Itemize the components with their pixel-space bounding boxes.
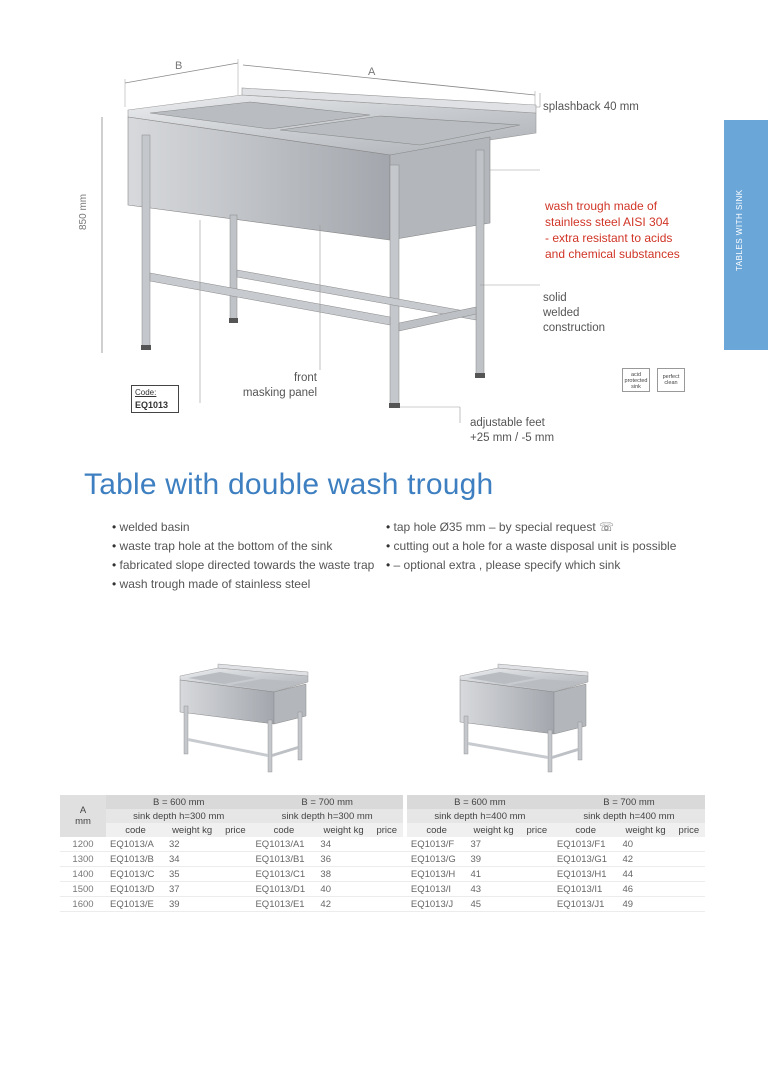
cell-weight: 38 xyxy=(316,867,370,882)
badge-text: clean xyxy=(664,380,678,386)
dimension-a: A xyxy=(368,66,376,78)
product-image-h400 xyxy=(458,662,590,774)
callout-welded-line: solid xyxy=(543,292,567,304)
cell-code: EQ1013/F xyxy=(407,837,467,852)
cell-code: EQ1013/D1 xyxy=(251,882,316,897)
cell-price xyxy=(521,897,553,912)
cell-weight: 44 xyxy=(618,867,672,882)
badge-text: perfect xyxy=(662,374,680,380)
cell-price xyxy=(219,867,251,882)
product-drawing xyxy=(80,55,560,425)
spec-table xyxy=(60,795,705,912)
group-depth-header: sink depth h=300 mm xyxy=(106,809,251,823)
feature-list-left xyxy=(112,518,374,594)
callout-trough-line: and chemical substances xyxy=(545,247,680,261)
badge-text: sink xyxy=(631,384,641,390)
callout-trough-line: wash trough made of xyxy=(545,199,658,213)
dimension-b: B xyxy=(175,60,183,72)
feature-item: • – optional extra , please specify which sink xyxy=(386,556,676,575)
group-b-header: B = 700 mm xyxy=(553,795,705,809)
cell-weight: 39 xyxy=(165,897,219,912)
page-title: Table with double wash trough xyxy=(84,468,494,501)
badge-text: acid xyxy=(630,372,642,378)
table-row xyxy=(60,867,705,882)
col-weight: weight kg xyxy=(165,823,219,837)
row-a-value: 1500 xyxy=(60,882,106,897)
feature-item: • wash trough made of stainless steel xyxy=(112,575,374,594)
callout-front-panel xyxy=(241,371,317,401)
row-a-value: 1400 xyxy=(60,867,106,882)
table-row xyxy=(60,837,705,852)
cell-code: EQ1013/C xyxy=(106,867,165,882)
a-header xyxy=(60,795,106,837)
cell-code: EQ1013/H xyxy=(407,867,467,882)
col-weight: weight kg xyxy=(316,823,370,837)
cell-weight: 32 xyxy=(165,837,219,852)
product-code-box xyxy=(131,385,179,413)
cell-weight: 40 xyxy=(618,837,672,852)
cell-price xyxy=(521,852,553,867)
row-a-value: 1600 xyxy=(60,897,106,912)
callout-trough xyxy=(545,198,680,262)
group-depth-header: sink depth h=300 mm xyxy=(251,809,402,823)
cell-price xyxy=(673,882,705,897)
cell-price xyxy=(219,882,251,897)
cell-price xyxy=(673,852,705,867)
cell-weight: 49 xyxy=(618,897,672,912)
col-weight: weight kg xyxy=(618,823,672,837)
a-header-unit: mm xyxy=(75,816,91,827)
feature-item: • tap hole Ø35 mm – by special request ☏ xyxy=(386,518,676,537)
cell-code: EQ1013/G xyxy=(407,852,467,867)
cell-code: EQ1013/F1 xyxy=(553,837,619,852)
row-a-value: 1300 xyxy=(60,852,106,867)
table-row xyxy=(60,882,705,897)
cell-weight: 41 xyxy=(466,867,520,882)
callout-feet-line: adjustable feet xyxy=(470,417,545,429)
cell-code: EQ1013/H1 xyxy=(553,867,619,882)
cell-price xyxy=(521,867,553,882)
cell-weight: 42 xyxy=(316,897,370,912)
feature-item: • waste trap hole at the bottom of the sink xyxy=(112,537,374,556)
cell-weight: 42 xyxy=(618,852,672,867)
col-code: code xyxy=(553,823,619,837)
cell-price xyxy=(371,897,403,912)
cell-price xyxy=(371,867,403,882)
group-b-header: B = 700 mm xyxy=(251,795,402,809)
cell-code: EQ1013/B1 xyxy=(251,852,316,867)
acid-protected-badge-icon xyxy=(622,368,650,392)
cell-price xyxy=(673,867,705,882)
callout-trough-line: - extra resistant to acids xyxy=(545,231,673,245)
cell-price xyxy=(521,882,553,897)
cell-price xyxy=(219,897,251,912)
cell-code: EQ1013/B xyxy=(106,852,165,867)
cell-code: EQ1013/E1 xyxy=(251,897,316,912)
cell-price xyxy=(219,852,251,867)
table-row xyxy=(60,897,705,912)
callout-trough-line: stainless steel AISI 304 xyxy=(545,215,670,229)
group-depth-header: sink depth h=400 mm xyxy=(407,809,553,823)
callout-welded-line: construction xyxy=(543,322,606,334)
cell-price xyxy=(521,837,553,852)
col-price: price xyxy=(673,823,705,837)
cell-code: EQ1013/D xyxy=(106,882,165,897)
callout-feet xyxy=(470,416,554,446)
group-depth-header: sink depth h=400 mm xyxy=(553,809,705,823)
row-a-value: 1200 xyxy=(60,837,106,852)
feature-list-right xyxy=(386,518,676,575)
feature-item: • welded basin xyxy=(112,518,374,537)
cell-code: EQ1013/I1 xyxy=(553,882,619,897)
cell-weight: 46 xyxy=(618,882,672,897)
cell-price xyxy=(673,837,705,852)
callout-front-line: masking panel xyxy=(242,387,317,399)
cell-weight: 37 xyxy=(466,837,520,852)
cell-code: EQ1013/E xyxy=(106,897,165,912)
side-tab-label: TABLES WITH SINK xyxy=(735,189,744,271)
col-price: price xyxy=(219,823,251,837)
col-code: code xyxy=(251,823,316,837)
col-code: code xyxy=(407,823,467,837)
badge-text: protected xyxy=(624,378,648,384)
callout-front-line: front xyxy=(293,372,317,384)
cell-code: EQ1013/C1 xyxy=(251,867,316,882)
callout-splashback: splashback 40 mm xyxy=(543,101,639,113)
cell-code: EQ1013/A xyxy=(106,837,165,852)
feature-item: • cutting out a hole for a waste disposal unit is possible xyxy=(386,537,676,556)
cell-weight: 36 xyxy=(316,852,370,867)
cell-weight: 34 xyxy=(316,837,370,852)
cell-code: EQ1013/A1 xyxy=(251,837,316,852)
col-code: code xyxy=(106,823,165,837)
cell-price xyxy=(371,882,403,897)
cell-weight: 37 xyxy=(165,882,219,897)
group-b-header: B = 600 mm xyxy=(106,795,251,809)
cell-price xyxy=(219,837,251,852)
dimension-height: 850 mm xyxy=(78,193,89,230)
cell-price xyxy=(371,837,403,852)
side-tab-point xyxy=(724,340,768,356)
cell-weight: 43 xyxy=(466,882,520,897)
cell-weight: 39 xyxy=(466,852,520,867)
callout-feet-line: +25 mm / -5 mm xyxy=(470,432,555,444)
code-value: EQ1013 xyxy=(135,400,169,410)
cell-price xyxy=(371,852,403,867)
cell-weight: 45 xyxy=(466,897,520,912)
code-label: Code: xyxy=(135,388,157,397)
cell-price xyxy=(673,897,705,912)
feature-item: • fabricated slope directed towards the waste trap xyxy=(112,556,374,575)
cell-code: EQ1013/J xyxy=(407,897,467,912)
table-row xyxy=(60,852,705,867)
group-b-header: B = 600 mm xyxy=(407,795,553,809)
cell-code: EQ1013/J1 xyxy=(553,897,619,912)
cell-code: EQ1013/G1 xyxy=(553,852,619,867)
perfect-clean-badge-icon xyxy=(657,368,685,392)
cell-weight: 35 xyxy=(165,867,219,882)
callout-welded-line: welded xyxy=(543,307,580,319)
col-weight: weight kg xyxy=(466,823,520,837)
product-image-h300 xyxy=(178,662,310,774)
callout-welded xyxy=(543,291,605,336)
cell-weight: 40 xyxy=(316,882,370,897)
a-header-label: A xyxy=(79,805,87,816)
col-price: price xyxy=(371,823,403,837)
cell-weight: 34 xyxy=(165,852,219,867)
col-price: price xyxy=(521,823,553,837)
cell-code: EQ1013/I xyxy=(407,882,467,897)
